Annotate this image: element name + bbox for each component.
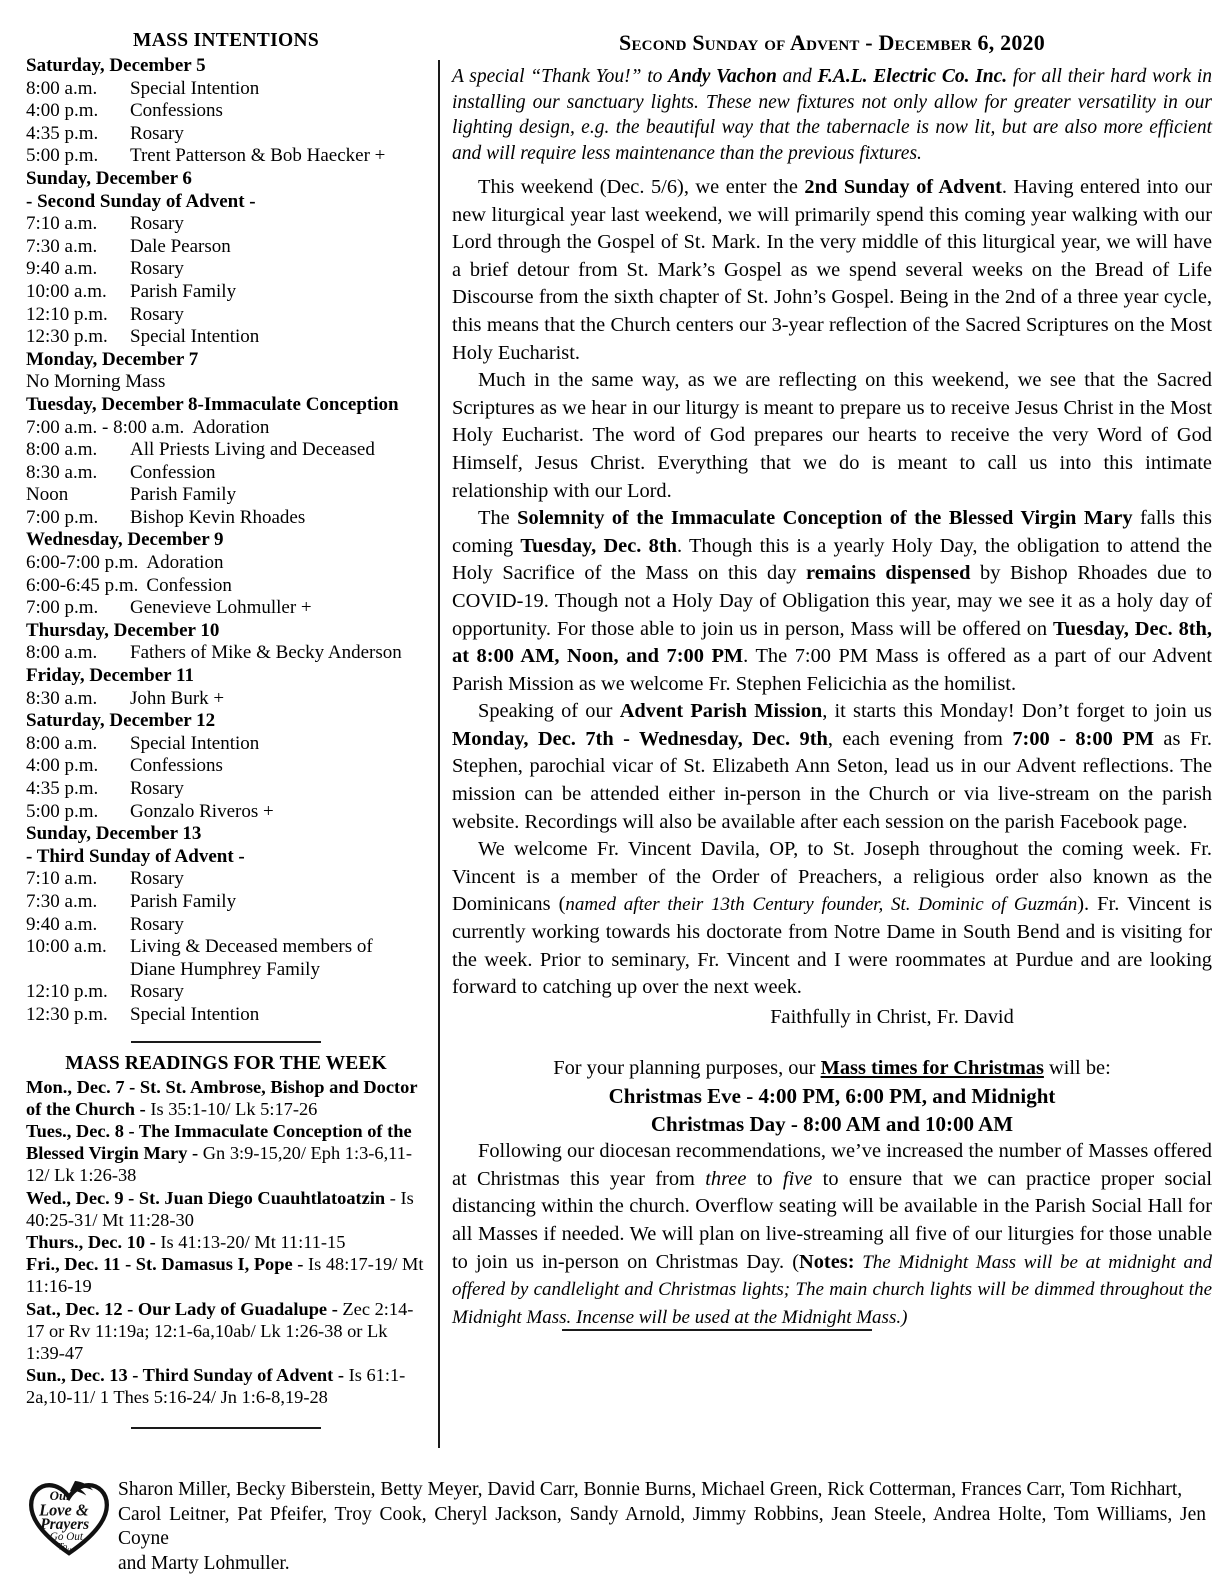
- reading-entry: [26, 1298, 426, 1365]
- thank-you-part2: and: [776, 66, 818, 87]
- p4-mission: Advent Parish Mission: [619, 700, 823, 723]
- schedule-entry-time: 4:00 p.m.: [26, 100, 99, 122]
- paragraph-advent-season: [452, 174, 1212, 367]
- schedule-entry: [26, 755, 426, 778]
- schedule-entry: [26, 778, 426, 801]
- schedule-entry-time: 7:30 a.m.: [26, 235, 98, 257]
- reading-label: Thurs., Dec. 10 -: [26, 1231, 156, 1252]
- schedule-entry-time: 12:10 p.m.: [26, 981, 108, 1003]
- schedule-entry-description: Rosary: [130, 303, 184, 325]
- schedule-entry: [26, 304, 426, 327]
- mass-intentions-title: MASS INTENTIONS: [132, 30, 319, 51]
- p6-notes-text: The Midnight Mass will be at midnight and offered by candlelight and Christmas lights; The main church lights will be dimmed throughout the Midnight Mass. Incense will be used at the Midnight Mass.): [452, 1251, 1213, 1328]
- christmas-eve-times: Christmas Eve - 4:00 PM, 6:00 PM, and Midnight: [608, 1084, 1056, 1108]
- p4-a: Speaking of our: [478, 700, 620, 723]
- reading-references: Zec 2:14-17 or Rv 11:19a; 12:1-6a,10ab/ Lk 1:26-38 or Lk 1:39-47: [26, 1298, 414, 1363]
- christmas-day-times: Christmas Day - 8:00 AM and 10:00 AM: [650, 1111, 1014, 1136]
- schedule-entry-description: Trent Patterson & Bob Haecker +: [130, 145, 386, 167]
- reading-entry: [26, 1253, 426, 1297]
- p4-g: as Fr. Stephen, parochial vicar of St. Elizabeth Ann Seton, lead us in our Advent reflections. The mission can be attended either in-person in the Church or via live-stream on the parish website. Recordings will also be available after each session on the parish Facebook page.: [452, 727, 1212, 833]
- mass-readings-list: [26, 1076, 426, 1409]
- schedule-entry-description: Parish Family: [130, 890, 237, 912]
- schedule-entry-time: 9:40 a.m.: [26, 913, 98, 935]
- reading-label: Sun., Dec. 13 - Third Sunday of Advent -: [26, 1365, 344, 1386]
- schedule-entry: [26, 417, 426, 440]
- schedule-entry-time: 4:00 p.m.: [26, 755, 99, 777]
- schedule-entry-description: Genevieve Lohmuller +: [130, 597, 312, 619]
- schedule-entry: [26, 462, 426, 485]
- thank-you-note: [452, 64, 1212, 166]
- schedule-entry-description: Confessions: [130, 755, 223, 777]
- paragraph-fr-vincent: [452, 836, 1212, 1002]
- schedule-entry: [26, 914, 426, 937]
- reading-label: Fri., Dec. 11 - St. Damasus I, Pope -: [26, 1254, 304, 1275]
- p1-c: . Having entered into our new liturgical year last weekend, we will primarily spend this coming year walking with our Lord through the Gospel of St. Mark. In the very middle of this liturgical year, we will have a brief detour from St. Mark’s Gospel as we spend several weeks on the Bread of Life Discourse from the sixth chapter of St. John’s Gospel. Being in the 2nd of a three year cycle, this means that the Church centers our 3-year reflection of the Sacred Scriptures on the Most Holy Eucharist.: [452, 176, 1212, 364]
- schedule-entry-time: 7:00 p.m.: [26, 597, 99, 619]
- schedule-entry-description: All Priests Living and Deceased: [130, 439, 375, 461]
- schedule-entry-description: Special Intention: [130, 732, 260, 754]
- p1-a: This weekend (Dec. 5/6), we enter the: [478, 176, 805, 198]
- schedule-entry-time: 7:00 a.m. - 8:00 a.m.: [26, 416, 185, 438]
- schedule-day-heading: Saturday, December 5: [26, 55, 206, 76]
- svg-text:Prayers: Prayers: [40, 1516, 90, 1534]
- prayer-names-line-3: and Marty Lohmuller.: [118, 1552, 290, 1574]
- schedule-entry: [26, 258, 426, 281]
- schedule-entry-time: 6:00-7:00 p.m.: [26, 552, 139, 574]
- thank-you-part1: A special “Thank You!” to: [452, 66, 669, 87]
- schedule-entry-description: Adoration: [146, 552, 224, 574]
- schedule-entry-continuation: Diane Humphrey Family: [130, 958, 320, 980]
- schedule-entry: [26, 281, 426, 304]
- schedule-entry-description: Gonzalo Riveros +: [130, 800, 274, 822]
- schedule-entry-description: Confessions: [130, 100, 223, 122]
- p6-a: Following our diocesan recommendations, we’ve increased the number of Masses offered at Christmas this year from: [452, 1140, 1212, 1190]
- schedule-entry: [26, 145, 426, 168]
- mass-intentions-schedule: [26, 55, 426, 1027]
- schedule-entry-description: Special Intention: [130, 77, 260, 99]
- schedule-entry-time: 7:10 a.m.: [26, 868, 98, 890]
- thank-you-name: Andy Vachon: [668, 66, 777, 87]
- p4-c: , it starts this Monday! Don’t forget to join us: [822, 700, 1212, 723]
- schedule-entry-time: 8:00 a.m.: [26, 77, 98, 99]
- paragraph-parish-mission: [452, 698, 1212, 836]
- schedule-entry-description: Special Intention: [130, 1003, 260, 1025]
- schedule-entry-time: 10:00 a.m.: [26, 280, 107, 302]
- schedule-entry: [26, 236, 426, 259]
- reading-entry: [26, 1076, 426, 1120]
- reading-references: Is 35:1-10/ Lk 5:17-26: [145, 1098, 318, 1119]
- schedule-entry: [26, 688, 426, 711]
- schedule-day-heading: Sunday, December 6: [26, 167, 192, 189]
- schedule-entry: [26, 326, 426, 349]
- schedule-entry: [26, 484, 426, 507]
- schedule-entry: [26, 100, 426, 123]
- schedule-entry: [26, 507, 426, 530]
- schedule-entry-time: 4:35 p.m.: [26, 778, 99, 799]
- reading-references: Is 48:17-19/ Mt 11:16-19: [26, 1254, 424, 1297]
- schedule-entry-time: 4:35 p.m.: [26, 122, 99, 144]
- p6-notes-label: Notes:: [799, 1250, 855, 1273]
- schedule-entry-time: 8:00 a.m.: [26, 642, 98, 664]
- reading-entry: [26, 1364, 426, 1408]
- schedule-entry-time: 7:30 a.m.: [26, 890, 98, 912]
- thank-you-company: F.A.L. Electric Co. Inc.: [817, 66, 1008, 87]
- reading-references: Gn 3:9-15,20/ Eph 1:3-6,11-12/ Lk 1:26-38: [26, 1143, 413, 1186]
- schedule-entry: [26, 642, 426, 665]
- schedule-entry-description: Rosary: [130, 778, 184, 799]
- svg-text:Love &: Love &: [39, 1500, 89, 1520]
- schedule-day-subtitle: - Third Sunday of Advent -: [26, 845, 245, 867]
- schedule-day-heading: Saturday, December 12: [26, 710, 216, 732]
- mass-readings-title: MASS READINGS FOR THE WEEK: [65, 1052, 387, 1074]
- schedule-entry-description: Parish Family: [130, 280, 237, 302]
- schedule-entry-description: John Burk +: [130, 687, 225, 709]
- prayer-names-line-2: Carol Leitner, Pat Pfeifer, Troy Cook, Cheryl Jackson, Sandy Arnold, Jimmy Robbins, Jean Steele, Andrea Holte, Tom Williams, Jen Coyne: [118, 1503, 1206, 1549]
- schedule-entry-description: Dale Pearson: [130, 235, 231, 257]
- prayer-footer: [26, 1478, 1206, 1576]
- p3-e: . Though this is a yearly Holy Day, the obligation to attend the Holy Sacrifice of the Mass on this day: [452, 534, 1212, 585]
- schedule-entry: [26, 936, 426, 959]
- schedule-entry-description: Rosary: [130, 868, 184, 890]
- p3-date: Tuesday, Dec. 8th: [520, 534, 677, 557]
- svg-text:To...: To...: [58, 1542, 75, 1553]
- reading-references: - Is 40:25-31/ Mt 11:28-30: [26, 1187, 414, 1230]
- p3-g: by Bishop Rhoades due to COVID-19. Though not a Holy Day of Obligation this year, may we see it as a holy day of opportunity. For those able to join us in person, Mass will be offered on: [452, 562, 1212, 640]
- p3-a: The: [478, 507, 518, 530]
- schedule-entry: [26, 733, 426, 756]
- p5-c: ). Fr. Vincent is currently working towards his doctorate from Notre Dame in South Bend and is visiting for the week. Prior to seminary, Fr. Vincent and I were roommates at Purdue and are looking forward to catching up over the next week.: [452, 893, 1212, 999]
- signoff: Faithfully in Christ, Fr. David: [770, 1005, 1014, 1028]
- schedule-entry: [26, 123, 426, 146]
- christmas-intro: [452, 1055, 1212, 1083]
- prayer-names-list: [112, 1478, 1206, 1576]
- schedule-entry-time: 12:30 p.m.: [26, 1003, 108, 1025]
- schedule-day-subtitle: - Second Sunday of Advent -: [26, 190, 256, 212]
- schedule-entry-time: 8:30 a.m.: [26, 687, 98, 709]
- p1-bold: 2nd Sunday of Advent: [804, 176, 1002, 198]
- schedule-entry-time: 12:10 p.m.: [26, 303, 108, 325]
- paragraph-christmas-plans: [452, 1138, 1212, 1331]
- schedule-entry-description: Bishop Kevin Rhoades: [130, 506, 306, 528]
- column-divider: [438, 60, 440, 1448]
- p3-solemnity: Solemnity of the Immaculate Conception of the Blessed Virgin Mary: [517, 507, 1133, 530]
- prayer-names-line-1: Sharon Miller, Becky Biberstein, Betty Meyer, David Carr, Bonnie Burns, Michael Green, Rick Cotterman, Frances Carr, Tom Richhart,: [118, 1479, 1183, 1500]
- reading-entry: [26, 1120, 426, 1187]
- schedule-entry-description: Rosary: [130, 213, 184, 235]
- schedule-entry-description: Adoration: [192, 416, 270, 438]
- reading-entry: [26, 1231, 426, 1253]
- p4-times: 7:00 - 8:00 PM: [1012, 727, 1154, 750]
- schedule-entry: [26, 552, 426, 575]
- schedule-entry: [26, 575, 426, 598]
- schedule-entry-description: Rosary: [130, 913, 184, 935]
- schedule-day-heading: Thursday, December 10: [26, 619, 220, 641]
- schedule-entry-time: 8:00 a.m.: [26, 439, 98, 461]
- reading-references: Is 41:13-20/ Mt 11:11-15: [155, 1231, 346, 1252]
- schedule-entry-time: 6:00-6:45 p.m.: [26, 574, 139, 596]
- schedule-entry: [26, 78, 426, 101]
- schedule-entry: [26, 801, 426, 824]
- p4-dates: Monday, Dec. 7th - Wednesday, Dec. 9th: [452, 727, 828, 750]
- p5-parenthetical: named after their 13th Century founder, St. Dominic of Guzmán: [565, 894, 1078, 916]
- schedule-day-heading: Sunday, December 13: [26, 823, 202, 845]
- reading-entry: [26, 1187, 426, 1231]
- schedule-entry-time: 7:10 a.m.: [26, 213, 98, 235]
- reading-label: Sat., Dec. 12 - Our Lady of Guadalupe -: [26, 1298, 338, 1319]
- reading-references: Is 61:1-2a,10-11/ 1 Thes 5:16-24/ Jn 1:6-8,19-28: [26, 1365, 406, 1408]
- svg-text:Go Out: Go Out: [49, 1531, 84, 1544]
- schedule-entry-time: 5:00 p.m.: [26, 145, 99, 167]
- schedule-entry: [26, 597, 426, 620]
- schedule-entry-time: Noon: [26, 484, 69, 506]
- p6-three: three: [705, 1167, 747, 1190]
- left-column: [26, 30, 426, 1437]
- schedule-entry-time: 8:30 a.m.: [26, 461, 98, 483]
- schedule-entry-description: Parish Family: [130, 484, 237, 506]
- schedule-entry-description: Rosary: [130, 981, 184, 1003]
- schedule-entry: [26, 868, 426, 891]
- schedule-entry-description: Confession: [130, 461, 216, 483]
- schedule-day-heading: Wednesday, December 9: [26, 529, 224, 551]
- schedule-entry-time: 9:40 a.m.: [26, 258, 98, 280]
- svg-text:Our: Our: [49, 1488, 72, 1503]
- reading-label: Mon., Dec. 7 - St. St. Ambrose, Bishop and Doctor of the Church -: [26, 1076, 418, 1119]
- p3-c: falls this coming: [452, 507, 1212, 557]
- section-divider-rule: [131, 1041, 321, 1043]
- schedule-day-heading: Monday, December 7: [26, 348, 199, 370]
- christmas-intro-c: will be:: [1043, 1057, 1111, 1080]
- schedule-entry-time: 5:00 p.m.: [26, 800, 99, 822]
- paragraph-scriptures: Much in the same way, as we are reflecting on this weekend, we see that the Sacred Scriptures as we hear in our liturgy is meant to prepare us to receive Jesus Christ in the Most Holy Eucharist. The word of God prepares our hearts to receive the very Word of God Himself, Jesus Christ. Everything that we do is meant to call us into this intimate relationship with our Lord.: [452, 369, 1212, 502]
- schedule-entry-description: Confession: [146, 574, 232, 596]
- schedule-day-heading: Tuesday, December 8-Immaculate Conception: [26, 393, 399, 415]
- p5-a: We welcome Fr. Vincent Davila, OP, to St. Joseph throughout the coming week. Fr. Vincent is a member of the Order of Preachers, a religious order also known as the Dominicans (: [452, 838, 1212, 916]
- schedule-entry-description: Rosary: [130, 122, 184, 144]
- christmas-intro-a: For your planning purposes, our: [553, 1057, 821, 1080]
- p3-i: . The 7:00 PM Mass is offered as a part of our Advent Parish Mission as we welcome Fr. Stephen Felicichia as the homilist.: [452, 645, 1212, 695]
- p4-e: , each evening from: [827, 727, 1013, 750]
- schedule-entry-description: Rosary: [130, 258, 184, 280]
- p3-dispensed: remains dispensed: [806, 562, 971, 585]
- schedule-entry-description: Living & Deceased members of: [130, 936, 373, 958]
- schedule-entry: [26, 439, 426, 462]
- schedule-entry-time: 7:00 p.m.: [26, 506, 99, 528]
- schedule-entry-description: Fathers of Mike & Becky Anderson: [130, 642, 402, 664]
- schedule-entry-time: 8:00 a.m.: [26, 732, 98, 754]
- page-title: Second Sunday of Advent - December 6, 2020: [619, 30, 1045, 55]
- christmas-masstimes-label: Mass times for Christmas: [820, 1057, 1044, 1080]
- schedule-entry: [26, 1004, 426, 1027]
- schedule-entry-time: 10:00 a.m.: [26, 936, 107, 958]
- reading-label: Wed., Dec. 9 - St. Juan Diego Cuauhtlatoatzin: [26, 1187, 386, 1208]
- thank-you-part3: for all their hard work in installing our sanctuary lights. These new fixtures not only allow for greater versatility in our lighting design, e.g. the beautiful way that the tabernacle is now lit, but are also more efficient and will require less maintenance than the previous fixtures.: [452, 66, 1212, 164]
- reading-label: Tues., Dec. 8 - The Immaculate Conception of the Blessed Virgin Mary -: [26, 1120, 412, 1164]
- schedule-day-heading: Friday, December 11: [26, 665, 194, 687]
- p6-five: five: [782, 1167, 813, 1190]
- p3-masstimes: Tuesday, Dec. 8th, at 8:00 AM, Noon, and 7:00 PM: [452, 617, 1212, 668]
- p6-e: to ensure that we can practice proper social distancing within the church. Overflow seating will be available in the Parish Social Hall for all Masses if needed. We will plan on live-streaming all five of our liturgies for those unable to join us in-person on Christmas Day. (: [452, 1167, 1213, 1273]
- paragraph-immaculate-conception: [452, 505, 1212, 698]
- schedule-entry-time: 12:30 p.m.: [26, 326, 108, 348]
- schedule-entry-description: Special Intention: [130, 326, 260, 348]
- schedule-note: No Morning Mass: [26, 371, 166, 393]
- right-column: [452, 30, 1212, 1331]
- p6-c: to: [746, 1167, 783, 1190]
- schedule-entry: [26, 981, 426, 1004]
- schedule-entry: [26, 891, 426, 914]
- footer-divider-rule: [131, 1427, 321, 1429]
- love-and-prayers-heart-icon: [26, 1474, 112, 1560]
- schedule-entry: [26, 213, 426, 236]
